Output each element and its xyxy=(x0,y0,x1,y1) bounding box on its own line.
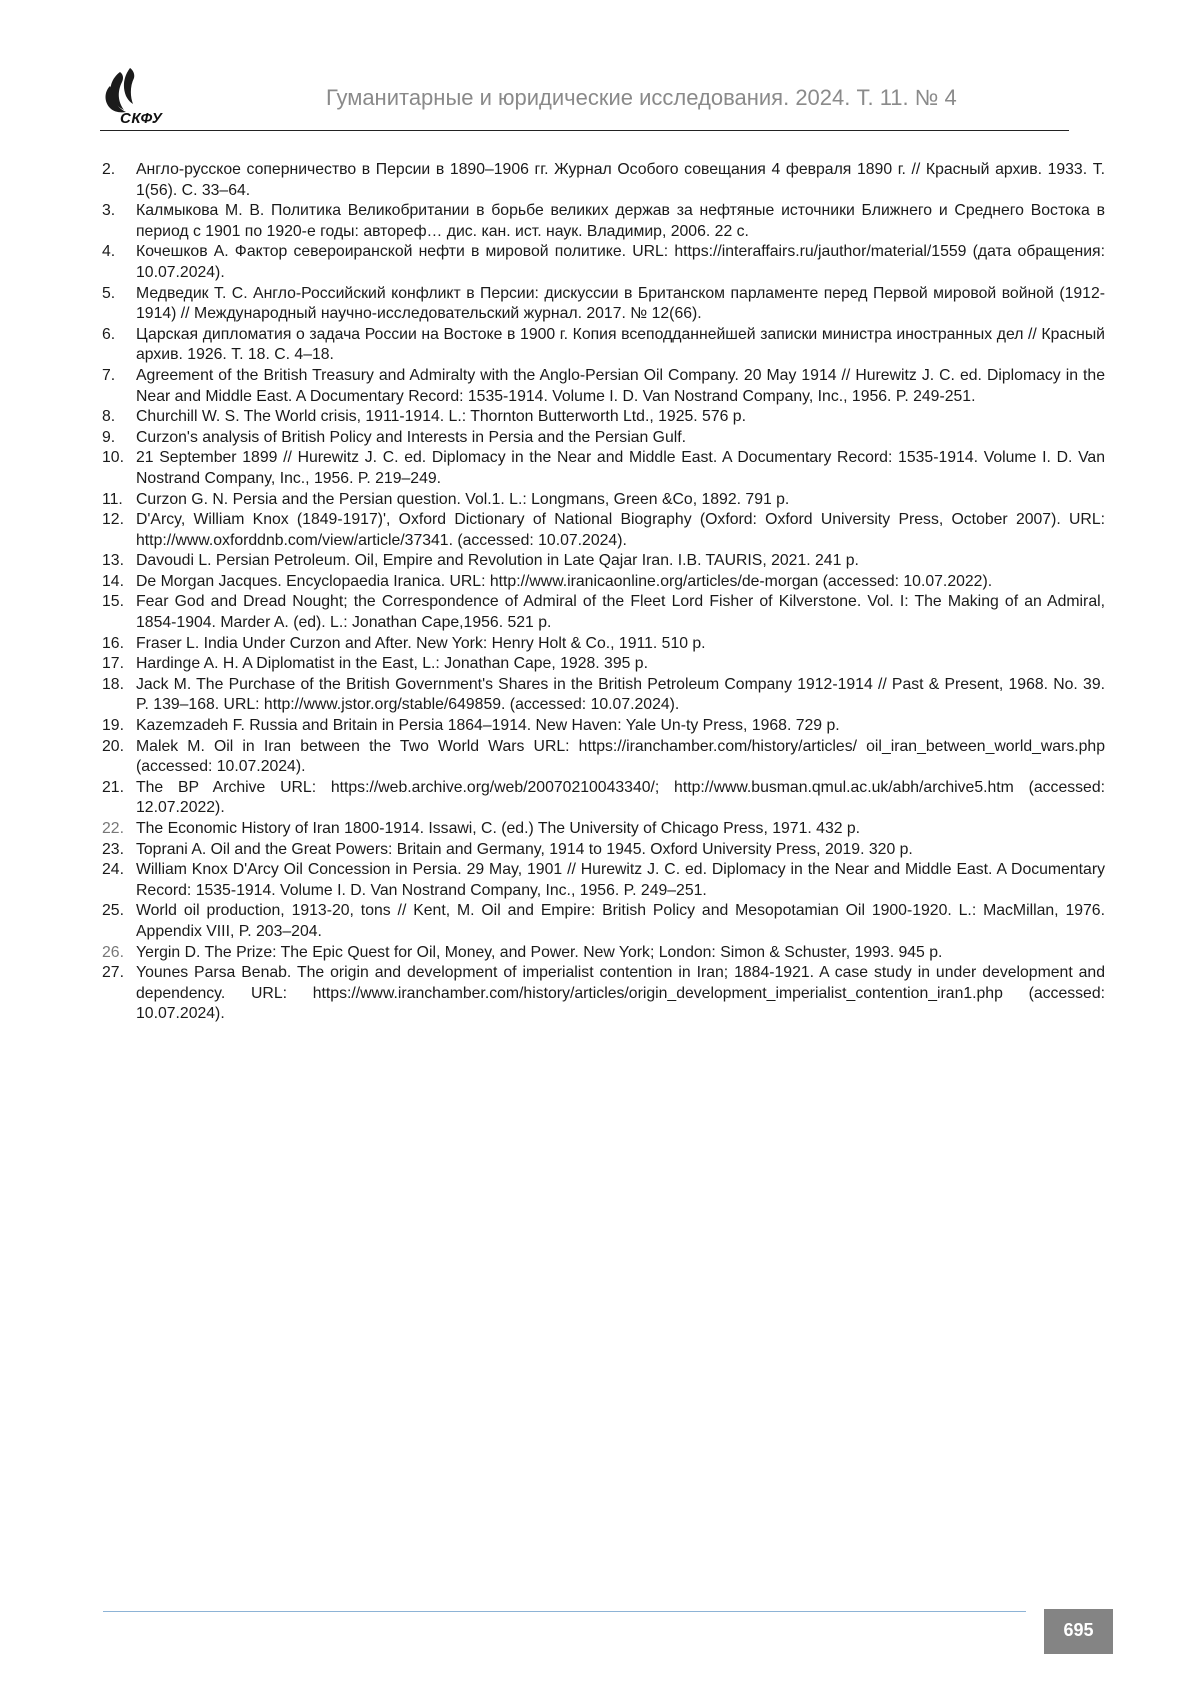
reference-text: Agreement of the British Treasury and Admiralty with the Anglo-Persian Oil Company. 20 May 1914 // Hurewitz J. C. ed. Diplomacy in the Near and Middle East. A Documentary Record: 1535-1914. Volume I. D. Van Nostrand Company, Inc., 1956. P. 249-251. xyxy=(136,366,1105,405)
reference-number: 17. xyxy=(102,655,124,673)
reference-number: 14. xyxy=(102,572,124,590)
reference-number: 22. xyxy=(102,820,124,837)
reference-item xyxy=(100,325,1105,366)
journal-title: Гуманитарные и юридические исследования. 2024. Т. 11. № 4 xyxy=(326,85,957,110)
reference-item xyxy=(100,510,1105,551)
reference-text: Younes Parsa Benab. The origin and development of imperialist contention in Iran; 1884-1921. A case study in under development and dependency. URL: https://www.iranchamber.com/history/articles/origin_development_imperialist_contention_iran1.php (accessed: 10.07.2024). xyxy=(136,964,1105,1023)
reference-text: Toprani A. Oil and the Great Powers: Britain and Germany, 1914 to 1945. Oxford University Press, 2019. 320 p. xyxy=(136,840,913,858)
reference-item xyxy=(100,284,1105,325)
reference-text: Malek M. Oil in Iran between the Two World Wars URL: https://iranchamber.com/history/articles/ oil_iran_between_world_wars.php (accessed: 10.07.2024). xyxy=(136,737,1105,776)
reference-item xyxy=(100,675,1105,716)
reference-item xyxy=(100,448,1105,489)
reference-number: 11. xyxy=(102,490,123,508)
reference-item xyxy=(100,943,1105,964)
reference-number: 4. xyxy=(102,243,116,261)
reference-number: 5. xyxy=(102,284,116,302)
logo-text: СКФУ xyxy=(120,110,163,127)
reference-text: Англо-русское соперничество в Персии в 1890–1906 гг. Журнал Особого совещания 4 февраля 1890 г. // Красный архив. 1933. Т. 1(56). С. 33–64. xyxy=(136,161,1105,199)
reference-item xyxy=(100,716,1105,737)
reference-item xyxy=(100,242,1105,283)
reference-text: The BP Archive URL: https://web.archive.org/web/20070210043340/; http://www.busman.qmul.ac.uk/abh/archive5.htm (accessed: 12.07.2022). xyxy=(136,778,1105,817)
reference-text: 21 September 1899 // Hurewitz J. C. ed. Diplomacy in the Near and Middle East. A Documentary Record: 1535-1914. Volume I. D. Van Nostrand Company, Inc., 1956. P. 219–249. xyxy=(136,449,1105,487)
reference-text: Davoudi L. Persian Petroleum. Oil, Empire and Revolution in Late Qajar Iran. I.B. TAURIS, 2021. 241 p. xyxy=(136,552,859,570)
reference-text: D'Arcy, William Knox (1849-1917)', Oxford Dictionary of National Biography (Oxford: Oxford University Press, October 2007). URL: http://www.oxforddnb.com/view/article/37341. (accessed: 10.07.2024). xyxy=(136,511,1105,549)
reference-number: 18. xyxy=(102,675,124,693)
reference-text: De Morgan Jacques. Encyclopaedia Iranica. URL: http://www.iranicaonline.org/articles/de-morgan (accessed: 10.07.2022). xyxy=(136,572,993,590)
reference-text: The Economic History of Iran 1800-1914. Issawi, C. (ed.) The University of Chicago Press, 1971. 432 p. xyxy=(136,820,861,837)
reference-item xyxy=(100,860,1105,901)
reference-text: World oil production, 1913-20, tons // Kent, M. Oil and Empire: British Policy and Mesopotamian Oil 1900-1920. L.: MacMillan, 1976. Appendix VIII, P. 203–204. xyxy=(136,902,1105,940)
reference-text: Churchill W. S. The World crisis, 1911-1914. L.: Thornton Butterworth Ltd., 1925. 576 p. xyxy=(136,408,746,426)
page-number: 695 xyxy=(1044,1609,1113,1654)
reference-item xyxy=(100,551,1105,572)
flame-logo-icon xyxy=(100,66,170,116)
reference-item xyxy=(100,490,1105,511)
reference-number: 16. xyxy=(102,634,124,652)
reference-number: 9. xyxy=(102,428,116,446)
reference-item xyxy=(100,634,1105,655)
reference-number: 26. xyxy=(102,943,124,961)
reference-text: Curzon's analysis of British Policy and Interests in Persia and the Persian Gulf. xyxy=(136,428,687,446)
reference-number: 8. xyxy=(102,408,116,426)
reference-text: Jack M. The Purchase of the British Government's Shares in the British Petroleum Company 1912-1914 // Past & Present, 1968. No. 39. P. 139–168. URL: http://www.jstor.org/stable/649859. (accessed: 10.07.2024). xyxy=(136,675,1105,714)
reference-number: 23. xyxy=(102,840,124,858)
reference-text: Кочешков А. Фактор североиранской нефти в мировой политике. URL: https://interaffairs.ru/jauthor/material/1559 (дата обращения: 10.07.2024). xyxy=(136,243,1105,281)
reference-text: Hardinge A. H. A Diplomatist in the East, L.: Jonathan Cape, 1928. 395 p. xyxy=(136,655,648,673)
reference-number: 15. xyxy=(102,593,124,611)
reference-text: Калмыкова М. В. Политика Великобритании в борьбе великих держав за нефтяные источники Ближнего и Среднего Востока в период с 1901 по 1920-е годы: автореф… дис. кан. ист. наук. Владимир, 2006. 22 с. xyxy=(136,202,1105,240)
reference-text: Царская дипломатия о задача России на Востоке в 1900 г. Копия всеподданнейшей записки министра иностранных дел // Красный архив. 1926. Т. 18. С. 4–18. xyxy=(136,325,1105,364)
reference-text: William Knox D'Arcy Oil Concession in Persia. 29 May, 1901 // Hurewitz J. C. ed. Diplomacy in the Near and Middle East. A Documentary Record: 1535-1914. Volume I. D. Van Nostrand Company, Inc., 1956. P. 249–251. xyxy=(136,861,1105,899)
reference-text: Медведик Т. С. Англо-Российский конфликт в Персии: дискуссии в Британском парламенте перед Первой мировой войной (1912-1914) // Международный научно-исследовательский журнал. 2017. № 12(66). xyxy=(136,284,1105,323)
reference-item xyxy=(100,201,1105,242)
reference-number: 6. xyxy=(102,325,116,343)
reference-item xyxy=(100,840,1105,861)
page-header xyxy=(100,66,1070,132)
reference-number: 3. xyxy=(102,202,116,220)
reference-item xyxy=(100,160,1105,201)
reference-item xyxy=(100,819,1105,840)
reference-item xyxy=(100,654,1105,675)
reference-item xyxy=(100,963,1105,1025)
reference-list xyxy=(100,160,1105,1025)
reference-item xyxy=(100,572,1105,593)
reference-item xyxy=(100,366,1105,407)
reference-item xyxy=(100,737,1105,778)
university-logo xyxy=(100,66,190,132)
reference-number: 24. xyxy=(102,861,124,879)
reference-number: 13. xyxy=(102,552,124,570)
reference-number: 21. xyxy=(102,778,124,796)
reference-item xyxy=(100,592,1105,633)
reference-number: 12. xyxy=(102,511,124,529)
header-divider xyxy=(100,130,1069,131)
reference-text: Kazemzadeh F. Russia and Britain in Persia 1864–1914. New Haven: Yale Un-ty Press, 1968. 729 p. xyxy=(136,717,840,735)
reference-text: Fear God and Dread Nought; the Correspondence of Admiral of the Fleet Lord Fisher of Kilverstone. Vol. I: The Making of an Admiral, 1854-1904. Marder A. (ed). L.: Jonathan Cape,1956. 521 p. xyxy=(136,593,1105,632)
reference-item xyxy=(100,407,1105,428)
reference-item xyxy=(100,428,1105,449)
reference-number: 7. xyxy=(102,366,116,384)
reference-number: 2. xyxy=(102,161,116,178)
reference-text: Yergin D. The Prize: The Epic Quest for Oil, Money, and Power. New York; London: Simon & Schuster, 1993. 945 p. xyxy=(136,943,943,961)
footer-divider xyxy=(103,1611,1026,1612)
reference-text: Fraser L. India Under Curzon and After. New York: Henry Holt & Co., 1911. 510 p. xyxy=(136,634,706,652)
reference-text: Curzon G. N. Persia and the Persian question. Vol.1. L.: Longmans, Green &Co, 1892. 791 p. xyxy=(136,490,790,508)
reference-number: 19. xyxy=(102,717,124,735)
reference-item xyxy=(100,778,1105,819)
reference-number: 27. xyxy=(102,964,124,982)
reference-number: 25. xyxy=(102,902,124,920)
reference-item xyxy=(100,901,1105,942)
reference-number: 20. xyxy=(102,737,124,755)
reference-number: 10. xyxy=(102,449,124,467)
